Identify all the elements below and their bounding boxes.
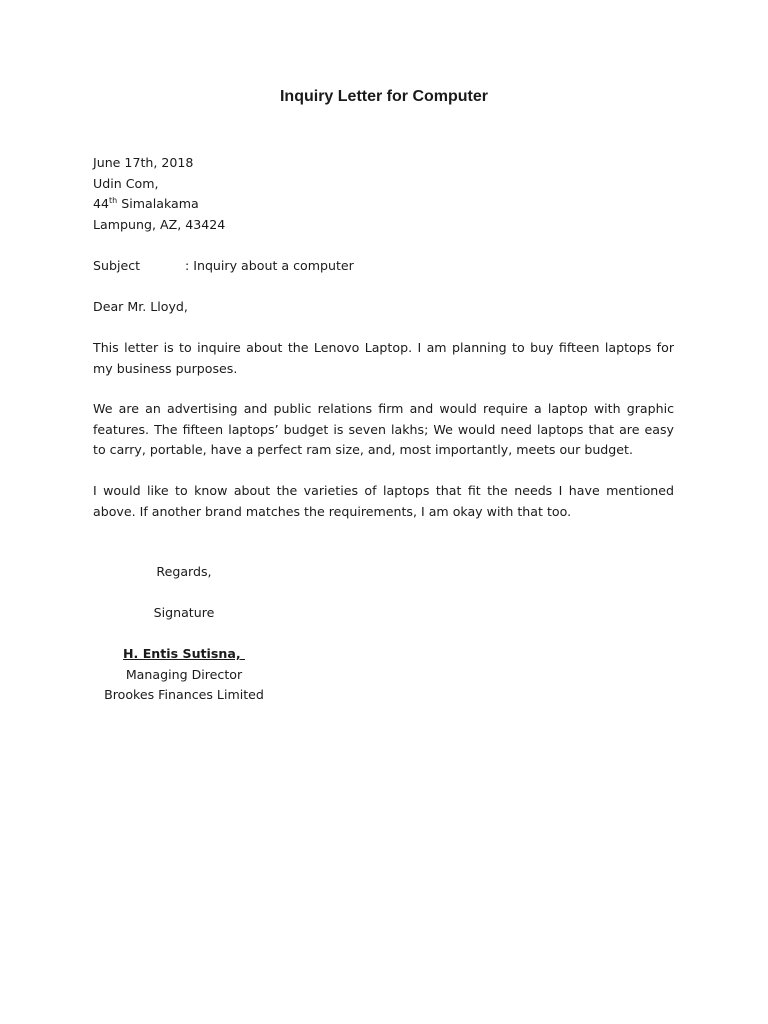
street-number: 44 — [93, 196, 110, 211]
recipient-company: Udin Com, — [93, 175, 159, 191]
salutation: Dear Mr. Lloyd, — [93, 299, 188, 314]
paragraph-1: This letter is to inquire about the Lenovo Laptop. I am planning to buy fifteen laptops for my business purposes. — [93, 340, 674, 376]
subject-line — [93, 256, 354, 277]
street-name: Simalakama — [117, 196, 199, 211]
signatory-position: Managing Director — [125, 666, 243, 682]
paragraph-3: I would like to know about the varieties of laptops that fit the needs I have mentioned above. If another brand matches the requirements, I am okay with that too. — [93, 483, 674, 519]
street-number-suffix: th — [109, 195, 118, 205]
signatory-name: H. Entis Sutisna, — [123, 646, 245, 661]
signatory-block — [93, 644, 275, 706]
subject-value: : Inquiry about a computer — [185, 258, 354, 273]
document-title: Inquiry Letter for Computer — [279, 88, 488, 105]
recipient-street — [93, 194, 674, 215]
letter-date: June 17th, 2018 — [93, 155, 194, 170]
subject-label: Subject — [93, 258, 141, 273]
closing-signature: Signature — [153, 605, 215, 620]
recipient-city: Lampung, AZ, 43424 — [93, 216, 226, 232]
closing-regards: Regards, — [156, 564, 212, 579]
signatory-company: Brookes Finances Limited — [104, 687, 264, 702]
paragraph-2: We are an advertising and public relations firm and would require a laptop with graphic features. The fifteen laptops’ budget is seven lakhs; We would need laptops that are easy to carry, portable, have a perfect ram size, and, most importantly, meets our budget. — [93, 401, 674, 457]
recipient-block — [93, 153, 674, 235]
